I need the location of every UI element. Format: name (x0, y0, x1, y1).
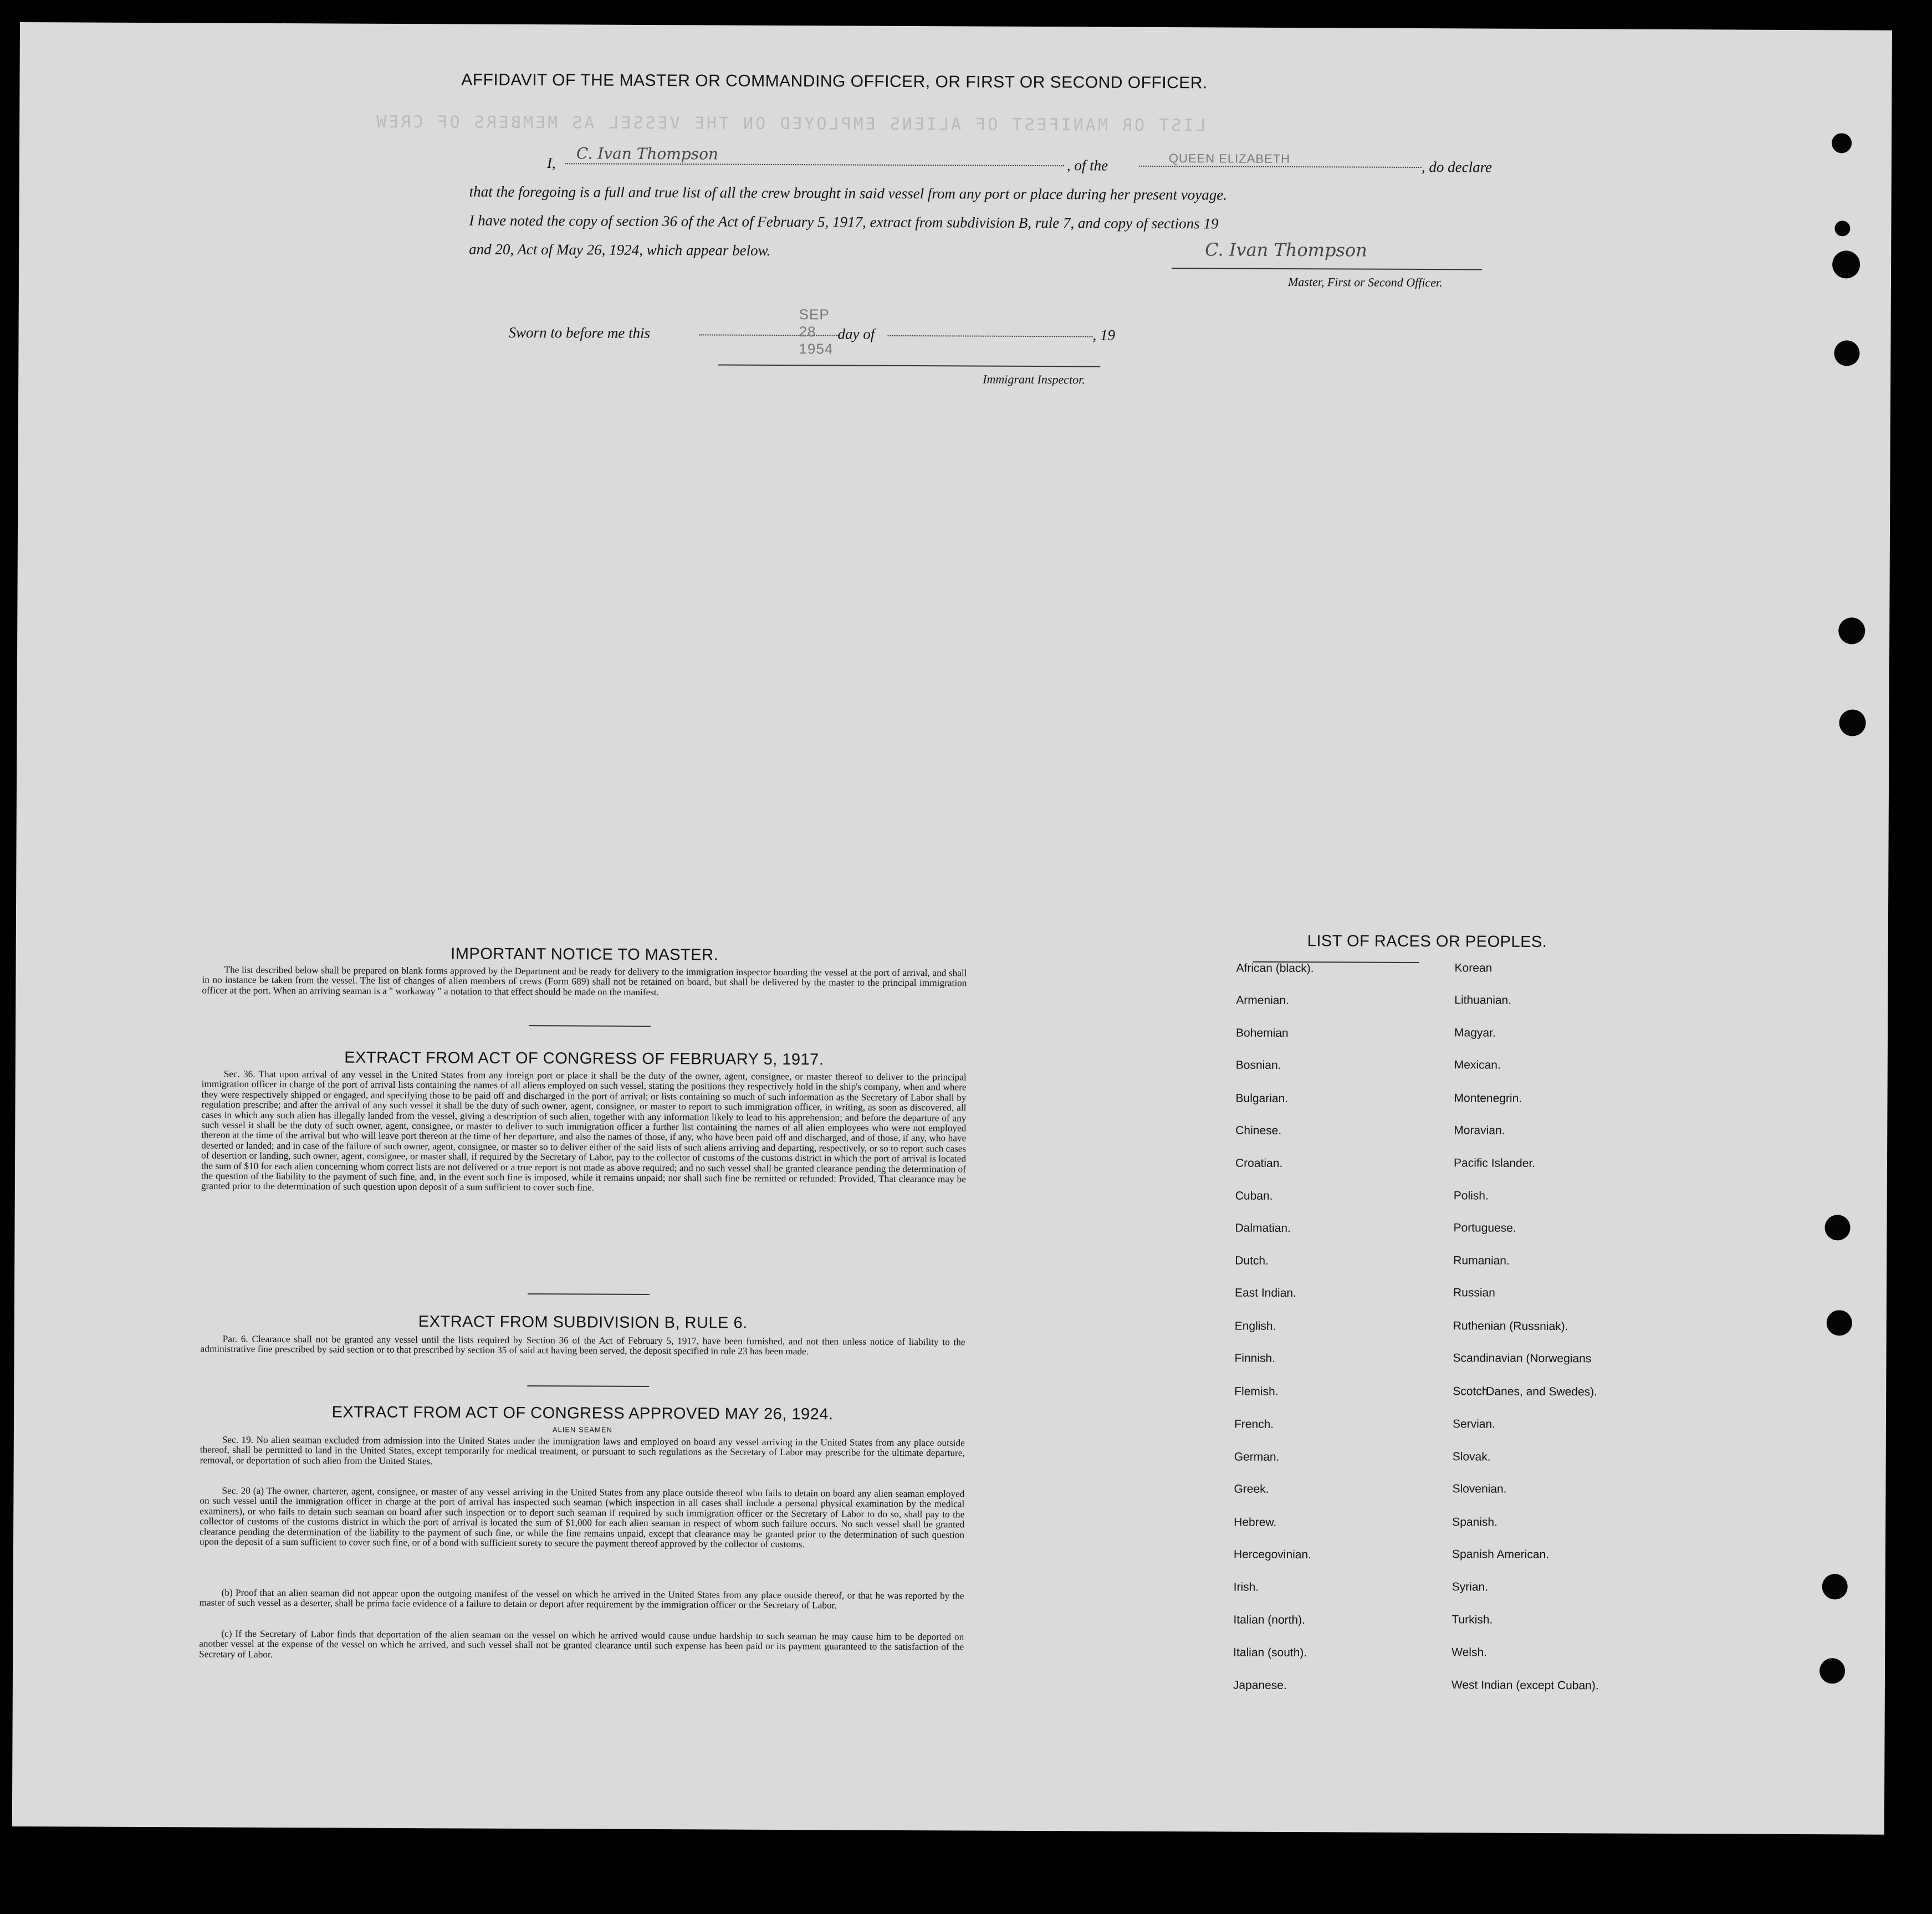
race-item-left: Croatian. (1235, 1156, 1283, 1170)
affidavit-line-2: that the foregoing is a full and true list of all the crew brought in said vessel from any port or place during her present voyage. (469, 183, 1228, 203)
month-line (888, 319, 1093, 337)
race-item-left: Cuban. (1235, 1189, 1273, 1202)
race-item-right: Slovenian. (1452, 1482, 1507, 1496)
race-item-left: Dutch. (1235, 1254, 1269, 1267)
race-item-left: Italian (south). (1233, 1646, 1307, 1660)
race-item-left: Greek. (1234, 1482, 1269, 1496)
binder-hole (1822, 1574, 1848, 1599)
race-item-left: English. (1234, 1319, 1276, 1333)
race-item-right: Korean (1454, 961, 1493, 975)
document-page (12, 22, 1892, 1835)
race-item-left: Hercegovinian. (1233, 1548, 1312, 1562)
race-item-right: Welsh. (1451, 1646, 1488, 1659)
race-item-left: East Indian. (1234, 1286, 1296, 1300)
binder-hole (1832, 133, 1852, 153)
master-label: Master, First or Second Officer. (1287, 274, 1443, 290)
affidavit-title: AFFIDAVIT OF THE MASTER OR COMMANDING OFFICER, OR FIRST OR SECOND OFFICER. (461, 70, 1208, 93)
master-signature: C. Ivan Thompson (1205, 239, 1367, 261)
vessel-line (1139, 149, 1422, 168)
race-item-left: Flemish. (1234, 1385, 1279, 1398)
race-item-right: Montenegrin. (1454, 1092, 1522, 1105)
extract-rule6-body: Par. 6. Clearance shall not be granted any vessel until the lists required by Section 36 of the Act of February 5, 1917, have been furnished, and not then unless notice of liability to the administrative fine prescribed by said section or to that prescribed by section 35 of said act having been served, the deposit specified in rule 23 has been made. (200, 1333, 965, 1357)
sec-20c-body: (c) If the Secretary of Labor finds that deportation of the alien seaman on the vessel on which he arrived would cause undue hardship to such seaman he may cause him to be deported on another vessel at the expense of the vessel on which he arrived, and such vessel shall not be granted clearance until such expense has been paid or its payment guaranteed to the satisfaction of the Secretary of Labor. (199, 1628, 964, 1660)
race-item-left: Bosnian. (1235, 1058, 1281, 1072)
binder-hole (1834, 221, 1850, 236)
race-item-right: Turkish. (1451, 1613, 1493, 1626)
race-item-right: Scotch. (1453, 1385, 1492, 1398)
races-title: LIST OF RACES OR PEOPLES. (1307, 932, 1547, 951)
race-item-left: Irish. (1233, 1580, 1259, 1594)
race-item-left: African (black). (1236, 961, 1314, 975)
vessel-name-stamp: QUEEN ELIZABETH (1168, 151, 1291, 166)
race-item-left: Finnish. (1234, 1352, 1276, 1365)
signature-rule (1172, 268, 1482, 270)
race-item-left: Japanese. (1233, 1678, 1287, 1692)
affiant-signature: C. Ivan Thompson (576, 144, 719, 163)
notice-divider (529, 1025, 651, 1027)
sec-20b-body: (b) Proof that an alien seaman did not appear upon the outgoing manifest of the vessel on which he arrived in the United States from any place outside thereof, or that he was reported by the master of such vessel as a deserter, shall be prima facie evidence of a failure to detain or deport after requirement by the immigration officer or the Secretary of Labor. (199, 1587, 964, 1611)
race-item-left: Hebrew. (1234, 1516, 1277, 1529)
extract-rule6-divider (527, 1385, 649, 1387)
sec-19-body: Sec. 19. No alien seaman excluded from admission into the United States under the immigration laws and employed on board any vessel arriving in the United States from any place outside thereof, shall be permitted to land in the United States, except temporarily for medical treatment, or pursuant to such regulations as the Secretary of Labor may prescribe for the ultimate departure, removal, or deportation of such alien from the United States. (200, 1434, 965, 1467)
binder-hole (1819, 1658, 1845, 1683)
binder-hole (1832, 250, 1860, 278)
extract-1917-title: EXTRACT FROM ACT OF CONGRESS OF FEBRUARY 5, 1917. (344, 1048, 824, 1069)
race-item-left: French. (1234, 1417, 1274, 1431)
extract-1917-divider (528, 1293, 650, 1295)
race-item-right: Spanish. (1452, 1516, 1497, 1529)
binder-hole (1827, 1310, 1852, 1335)
extract-1917-body: Sec. 36. That upon arrival of any vessel in the United States from any foreign port or place it shall be the duty of the owner, agent, consignee, or master thereof to deliver to the principal immigration officer in charge of the port of arrival lists containing the names of all aliens employed on such vessel, stating the positions they respectively hold in the ship's company, when and where they were respectively shipped or engaged, and specifying those to be paid off and discharged in the port of arrival; or lists containing so much of such information as the Secretary of Labor shall by regulation prescribe; and after the arrival of any such vessel it shall be the duty of such owner, agent, consignee, or master to report to such immigration officer, in writing, as soon as discovered, all cases in which any such alien has illegally landed from the vessel, giving a description of such alien, together with any information likely to lead to his apprehension; and before the departure of any such vessel it shall be the duty of such owner, agent, consignee, or master to deliver to such immigration officer a further list containing the names of all alien employees who were not employed thereon at the time of the arrival but who will leave port thereon at the time of her departure, and also the names of those, if any, who have been paid off and discharged, and of those, if any, who have deserted or landed; and in case of the failure of such owner, agent, consignee, or master so to deliver either of the said lists of such aliens arriving and departing, respectively, or so to report such cases of desertion or landing, such owner, agent, consignee, or master shall, if required by the Secretary of Labor, pay to the collector of customs of the customs district in which the port of arrival is located the sum of $10 for each alien concerning whom correct lists are not delivered or a true report is not made as above required; and no such vessel shall be granted clearance pending the determination of the question of the liability to the payment of such fine, and, in the event such fine is imposed, while it remains unpaid; nor shall such fine be remitted or refunded: Provided, That clearance may be granted prior to the determination of such question upon deposit of a sum sufficient to cover such fine. (201, 1068, 967, 1194)
race-item-left: Dalmatian. (1235, 1221, 1291, 1235)
bleed-through-text: LIST OR MANIFEST OF ALIENS EMPLOYED ON THE VESSEL AS MEMBERS OF CREW (374, 112, 1206, 136)
race-item-right: Magyar. (1454, 1026, 1496, 1040)
race-item-left: Chinese. (1235, 1124, 1282, 1137)
race-item-right: Russian (1453, 1286, 1495, 1299)
affidavit-line-4: and 20, Act of May 26, 1924, which appear below. (469, 240, 771, 259)
affidavit-i: I, (546, 155, 556, 172)
extract-rule6-title: EXTRACT FROM SUBDIVISION B, RULE 6. (418, 1313, 748, 1332)
alien-seamen-subtitle: ALIEN SEAMEN (552, 1425, 613, 1434)
race-item-right: Lithuanian. (1454, 994, 1512, 1007)
notice-title: IMPORTANT NOTICE TO MASTER. (451, 945, 719, 964)
race-item-right: Mexican. (1454, 1058, 1501, 1072)
race-item-right: Rumanian. (1453, 1254, 1510, 1267)
binder-hole (1834, 340, 1859, 366)
day-of-label: day of (837, 325, 875, 342)
binder-hole (1839, 709, 1865, 736)
race-item-right: Syrian. (1451, 1580, 1489, 1594)
date-stamp: SEP 28 1954 (799, 306, 834, 357)
race-item-left: Italian (north). (1233, 1613, 1306, 1627)
name-line (565, 146, 1064, 166)
race-item-right: Servian. (1452, 1417, 1496, 1431)
race-item-left: Bohemian (1236, 1026, 1289, 1040)
sworn-label: Sworn to before me this (508, 324, 651, 341)
race-item-left: Armenian. (1236, 994, 1290, 1007)
affidavit-line-3: I have noted the copy of section 36 of the Act of February 5, 1917, extract from subdivision B, rule 7, and copy of sections 19 (469, 212, 1219, 232)
inspector-rule (718, 365, 1100, 367)
race-item-left: Bulgarian. (1235, 1092, 1289, 1106)
race-item-right: West Indian (except Cuban). (1451, 1678, 1599, 1692)
race-item-right: Portuguese. (1453, 1221, 1516, 1235)
race-item-right: Spanish American. (1451, 1548, 1550, 1562)
binder-hole (1838, 617, 1865, 644)
of-the-label: , of the (1066, 157, 1108, 174)
inspector-label: Immigrant Inspector. (983, 372, 1085, 387)
race-item-right: Moravian. (1454, 1124, 1505, 1137)
sec-20a-body: Sec. 20 (a) The owner, charterer, agent, consignee, or master of any vessel arriving in the United States from any place outside thereof who fails to detain on board any alien seaman employed on such vessel until the immigration officer in charge at the port of arrival has inspected such seaman (which inspection in all cases shall include a personal physical examination by the medical examiners), or who fails to detain such seaman on board after such inspection or to deport such seaman if required by such immigration officer or the Secretary of Labor to do so, shall pay to the collector of customs of the customs district in which the port of arrival is located the sum of $1,000 for each alien seaman in respect of whom such failure occurs. No such vessel shall be granted clearance pending the determination of the liability to the payment of such fine, or while the fine remains unpaid, except that clearance may be granted prior to the determination of such question upon the deposit of a sum sufficient to cover such fine, or of a bond with sufficient surety to secure the payment thereof approved by the collector of customs. (199, 1485, 965, 1550)
year-label: , 19 (1092, 326, 1116, 344)
race-item-right: Ruthenian (Russniak). (1453, 1319, 1568, 1333)
race-item-right: Pacific Islander. (1453, 1156, 1536, 1170)
race-scandinavian-cont: Danes, and Swedes). (1486, 1385, 1598, 1399)
extract-1924-title: EXTRACT FROM ACT OF CONGRESS APPROVED MAY 26, 1924. (331, 1403, 834, 1424)
race-item-right: Slovak. (1452, 1450, 1491, 1463)
race-item-right: Scandinavian (Norwegians (1453, 1352, 1592, 1365)
race-item-left: German. (1234, 1450, 1280, 1463)
race-item-right: Polish. (1453, 1189, 1489, 1202)
do-declare-label: , do declare (1421, 158, 1493, 176)
sworn-day-line (699, 306, 839, 357)
binder-hole (1824, 1215, 1850, 1240)
notice-body: The list described below shall be prepared on blank forms approved by the Department and be ready for delivery to the immigration inspector boarding the vessel at the port of arrival, and shall in no instance be taken from the vessel. The list of changes of alien members of crews (Form 689) shall not be retained on board, but shall be delivered by the master to the principal immigration officer at the port. When an arriving seaman is a " workaway " a notation to that effect should be made on the manifest. (202, 964, 967, 997)
